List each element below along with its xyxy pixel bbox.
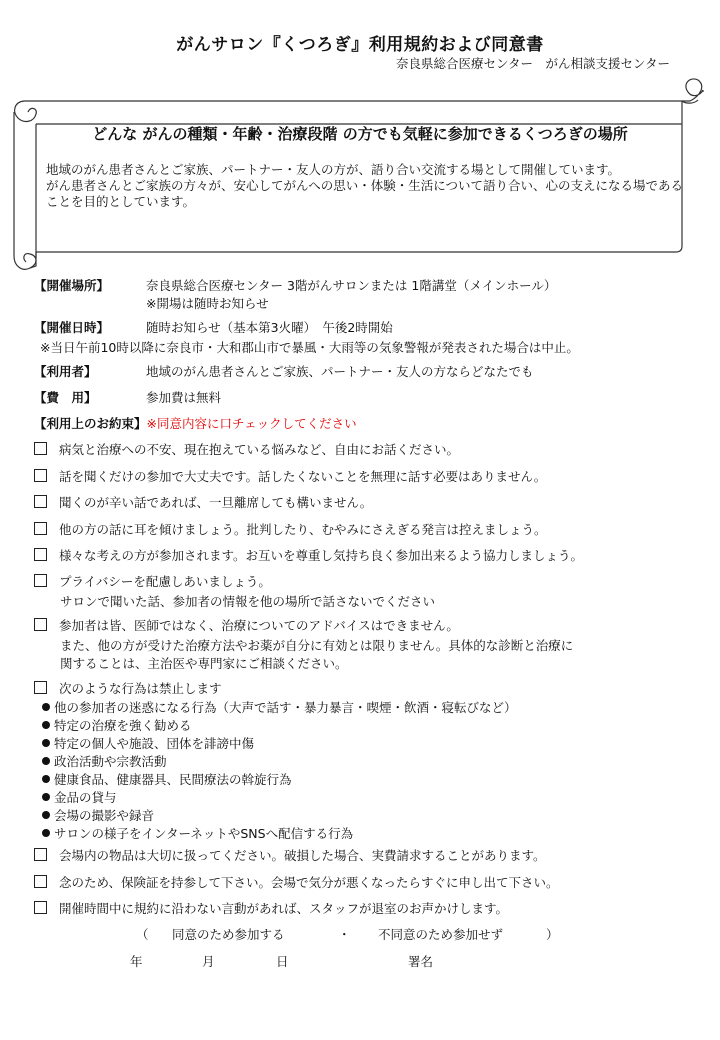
date-value: 随時お知らせ（基本第3火曜） 午後2時開始 xyxy=(146,320,393,335)
rule-item-1 xyxy=(34,440,459,458)
rule-item-7 xyxy=(34,616,459,634)
rule-text: 参加者は皆、医師ではなく、治療についてのアドバイスはできません。 xyxy=(59,618,459,633)
rule-item-8 xyxy=(34,679,222,697)
rule-item-3 xyxy=(34,493,372,511)
rule-text: 会場内の物品は大切に扱ってください。破損した場合、実費請求することがあります。 xyxy=(59,848,546,863)
rule-checkbox[interactable] xyxy=(34,495,47,508)
rule-checkbox[interactable] xyxy=(34,681,47,694)
consent-open-paren: （ xyxy=(136,927,149,942)
rule-item-10 xyxy=(34,873,559,891)
rule-text: 念のため、保険証を持参して下さい。会場で気分が悪くなったらすぐに申し出て下さい。 xyxy=(59,875,559,890)
rule-checkbox[interactable] xyxy=(34,548,47,561)
rule-item-11 xyxy=(34,899,508,917)
signature-label: 署名 xyxy=(408,954,434,969)
date-label: 【開催日時】 xyxy=(34,320,110,335)
prohibited-item xyxy=(42,770,292,788)
prohibited-text: 金品の貸与 xyxy=(54,790,117,805)
rule-item-4 xyxy=(34,520,547,538)
rule-checkbox[interactable] xyxy=(34,901,47,914)
rule-text: 次のような行為は禁止します xyxy=(59,681,222,696)
banner-heading: どんな がんの種類・年齢・治療段階 の方でも気軽に参加できるくつろぎの場所 xyxy=(92,125,628,143)
bullet-icon xyxy=(42,829,50,837)
user-label: 【利用者】 xyxy=(34,364,97,379)
prohibited-item xyxy=(42,824,353,842)
bullet-icon xyxy=(42,757,50,765)
place-value: 奈良県総合医療センター 3階がんサロンまたは 1階講堂（メインホール） xyxy=(146,278,557,293)
rules-label: 【利用上のお約束】 xyxy=(34,416,147,431)
consent-close-paren: ） xyxy=(546,927,559,942)
consent-separator: ・ xyxy=(338,927,351,942)
prohibited-item xyxy=(42,698,517,716)
prohibited-item xyxy=(42,716,192,734)
bullet-icon xyxy=(42,775,50,783)
rule-checkbox[interactable] xyxy=(34,848,47,861)
place-note: ※開場は随時お知らせ xyxy=(146,296,269,311)
consent-agree-option[interactable]: 同意のため参加する xyxy=(172,927,285,942)
bullet-icon xyxy=(42,793,50,801)
prohibited-item xyxy=(42,734,254,752)
rule-text: 話を聞くだけの参加で大丈夫です。話したくないことを無理に話す必要はありません。 xyxy=(59,469,547,484)
rule-item-6 xyxy=(34,572,271,590)
prohibited-text: 会場の撮影や録音 xyxy=(54,808,155,823)
rules-heading xyxy=(34,414,357,432)
prohibited-text: 健康食品、健康器具、民間療法の斡旋行為 xyxy=(54,772,292,787)
rule-text: 聞くのが辛い話であれば、一旦離席しても構いません。 xyxy=(59,495,373,510)
prohibited-text: 他の参加者の迷惑になる行為（大声で話す・暴力暴言・喫煙・飲酒・寝転びなど） xyxy=(54,700,517,715)
prohibited-text: 政治活動や宗教活動 xyxy=(54,754,167,769)
bullet-icon xyxy=(42,739,50,747)
prohibited-item xyxy=(42,788,117,806)
prohibited-item xyxy=(42,752,167,770)
rule-text: 開催時間中に規約に沿わない言動があれば、スタッフが退室のお声かけします。 xyxy=(59,901,509,916)
fee-value: 参加費は無料 xyxy=(146,390,222,405)
rule-text-continued: 関することは、主治医や専門家にご相談ください。 xyxy=(60,656,348,671)
rule-checkbox[interactable] xyxy=(34,442,47,455)
banner-text-2: がん患者さんとご家族の方々が、安心してがんへの思い・体験・生活について語り合い、心の支えになる場であることを目的としています。 xyxy=(46,178,684,209)
rule-item-5 xyxy=(34,546,583,564)
prohibited-item xyxy=(42,806,154,824)
prohibited-text: サロンの様子をインターネットやSNSへ配信する行為 xyxy=(54,826,354,841)
banner-text-1: 地域のがん患者さんとご家族、パートナー・友人の方が、語り合い交流する場として開催しています。 xyxy=(46,162,621,177)
bullet-icon xyxy=(42,811,50,819)
rule-text: プライバシーを配慮しあいましょう。 xyxy=(59,574,271,589)
date-month-label: 月 xyxy=(202,954,215,969)
rule-text: 他の方の話に耳を傾けましょう。批判したり、むやみにさえぎる発言は控えましょう。 xyxy=(59,522,547,537)
rule-text: 様々な考えの方が参加されます。お互いを尊重し気持ち良く参加出来るよう協力しましょう。 xyxy=(59,548,584,563)
bullet-icon xyxy=(42,703,50,711)
date-year-label: 年 xyxy=(130,954,143,969)
rule-item-2 xyxy=(34,467,546,485)
date-day-label: 日 xyxy=(276,954,289,969)
rule-checkbox[interactable] xyxy=(34,574,47,587)
organization-name: 奈良県総合医療センター がん相談支援センター xyxy=(395,56,670,71)
consent-disagree-option[interactable]: 不同意のため参加せず xyxy=(378,927,504,942)
rules-instruction: ※同意内容に口チェックしてください xyxy=(146,416,357,431)
rule-checkbox[interactable] xyxy=(34,618,47,631)
prohibited-text: 特定の治療を強く勧める xyxy=(54,718,192,733)
rule-checkbox[interactable] xyxy=(34,469,47,482)
rule-checkbox[interactable] xyxy=(34,522,47,535)
document-title: がんサロン『くつろぎ』利用規約および同意書 xyxy=(176,35,544,55)
prohibited-text: 特定の個人や施設、団体を誹謗中傷 xyxy=(54,736,255,751)
place-label: 【開催場所】 xyxy=(34,278,110,293)
date-note: ※当日午前10時以降に奈良市・大和郡山市で暴風・大雨等の気象警報が発表された場合は中止。 xyxy=(40,340,579,355)
rule-text: 病気と治療への不安、現在抱えている悩みなど、自由にお話ください。 xyxy=(59,442,460,457)
fee-label: 【費 用】 xyxy=(34,390,97,405)
rule-text-continued: サロンで聞いた話、参加者の情報を他の場所で話さないでください xyxy=(60,594,436,609)
banner-description xyxy=(46,162,686,210)
rule-checkbox[interactable] xyxy=(34,875,47,888)
bullet-icon xyxy=(42,721,50,729)
user-value: 地域のがん患者さんとご家族、パートナー・友人の方ならどなたでも xyxy=(146,364,534,379)
rule-item-9 xyxy=(34,846,546,864)
rule-text-continued: また、他の方が受けた治療方法やお薬が自分に有効とは限りません。具体的な診断と治療に xyxy=(60,638,574,653)
